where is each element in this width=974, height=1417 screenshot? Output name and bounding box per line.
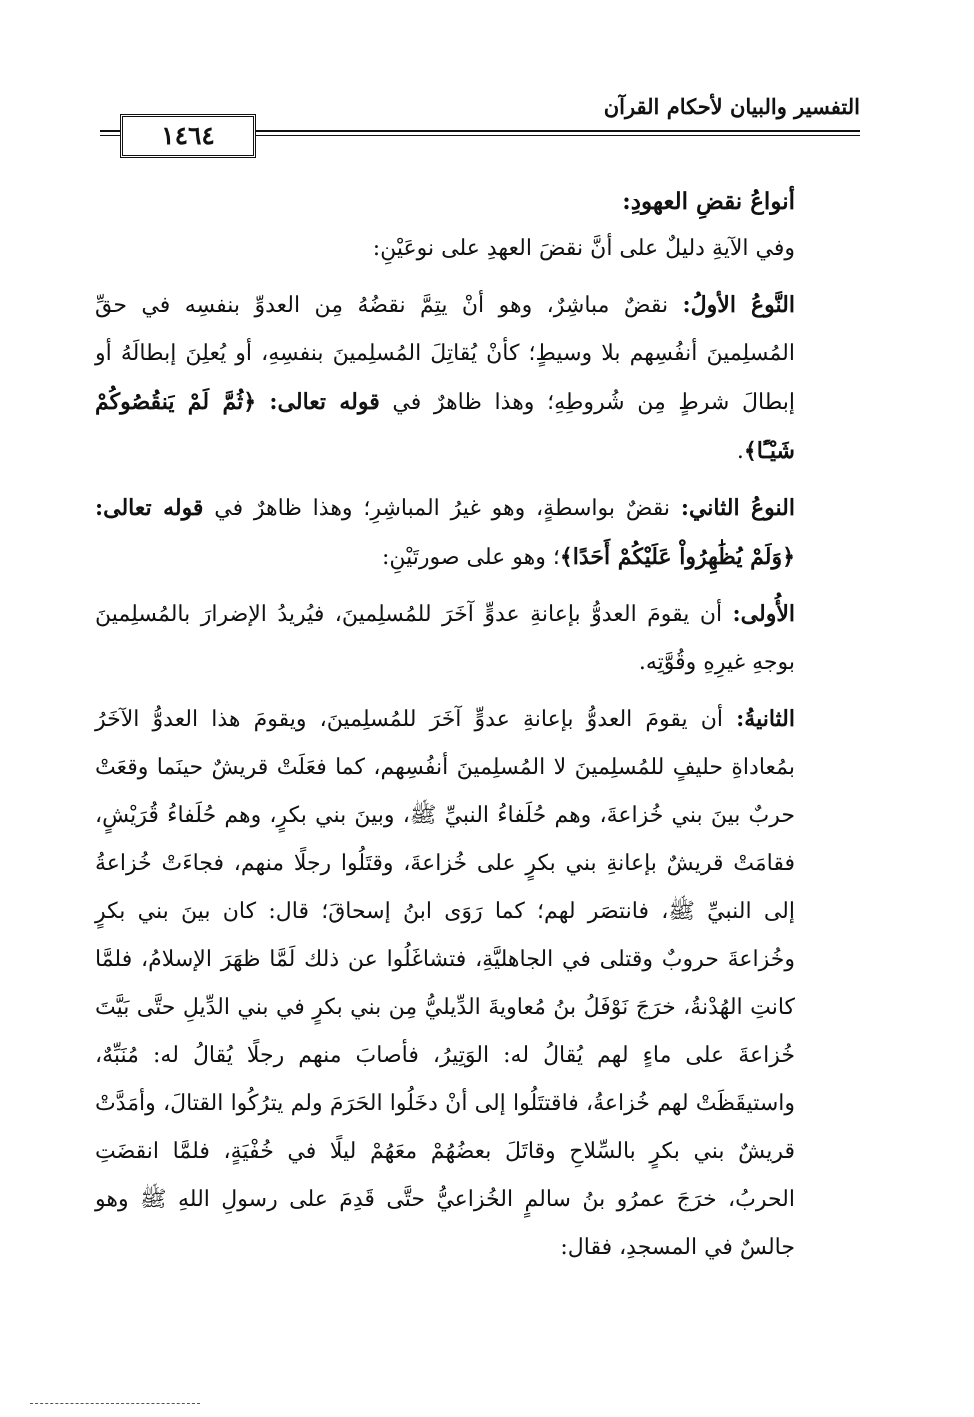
page-number: ١٤٦٤ <box>120 114 256 158</box>
second-type-ref: قوله تعالى: <box>95 495 204 521</box>
second-type-end: ؛ وهو على صورتَيْنِ: <box>381 545 560 570</box>
second-type-text: نقضٌ بواسطةٍ، وهو غيرُ المباشِرِ؛ وهذا ظاهرٌ في <box>203 496 681 521</box>
form-two-label: الثانيةُ: <box>736 706 795 732</box>
section-heading: أنواعُ نقضِ العهودِ: <box>622 188 795 215</box>
page-body <box>95 178 795 1272</box>
first-type-ref: قوله تعالى: <box>256 389 380 415</box>
first-type-quran: ﴿ثُمَّ لَمْ يَنقُصُوكُمْ شَيْـًٔا﴾ <box>95 389 795 464</box>
paragraph-intro: وفي الآيةِ دليلٌ على أنَّ نقضَ العهدِ على نوعَيْنِ: <box>372 236 795 261</box>
book-title: التفسير والبيان لأحكام القرآن <box>603 94 860 119</box>
paragraph-form-one <box>95 590 795 687</box>
paragraph-second-type <box>95 484 795 582</box>
footer-rule <box>30 1403 200 1405</box>
first-type-label: النَّوعُ الأولُ: <box>682 292 795 318</box>
paragraph-form-two <box>95 695 795 1272</box>
form-two-text: أن يقومَ العدوُّ بإعانةِ عدوٍّ آخَرَ للمُسلِمينَ، ويقومَ هذا العدوُّ الآخَرُ بمُعاداةِ حليفٍ للمُسلِمينَ لا المُسلِمينَ أنفُسِهم، كما فعَلَتْ قريشٌ حينَما وقعَتْ حربٌ بينَ بني خُزاعةَ، وهم حُلَفاءُ النبيِّ ﷺ، وبينَ بني بكرٍ، وهم حُلَفاءُ قُرَيْشٍ، فقامَتْ قريشٌ بإعانةِ بني بكرٍ على خُزاعةَ، وقتَلُوا رجلًا منهم، فجاءَتْ خُزاعةُ إلى النبيِّ ﷺ، فانتصَر لهم؛ كما رَوَى ابنُ إسحاقَ؛ قال: كان بينَ بني بكرٍ وخُزاعةَ حروبٌ وقتلى في الجاهليَّةِ، فتشاغَلُوا عن ذلك لَمَّا ظهَرَ الإسلامُ، فلمَّا كانتِ الهُدْنةُ، خرَجَ نَوْفَلُ بنُ مُعاويةَ الدِّيليُّ مِن بني بكرٍ في بني الدِّيلِ حتَّى بَيَّتَ خُزاعةَ على ماءٍ لهم يُقالُ له: الوَتِيرُ، فأصابَ منهم رجلًا يُقالُ له: مُنَبِّهٌ، واستيقَظَتْ لهم خُزاعةُ، فاقتتَلُوا إلى أنْ دخَلُوا الحَرَمَ ولم يترُكُوا القتالَ، وأمَدَّتْ قريشٌ بني بكرٍ بالسِّلاحِ وقاتَلَ بعضُهُمْ معَهُمْ ليلًا في خُفْيَةٍ، فلمَّا انقضَتِ الحربُ، خرَجَ عمرُو بنُ سالمٍ الخُزاعيُّ حتَّى قَدِمَ على رسولِ اللهِ ﷺ وهو جالسٌ في المسجدِ، فقال: <box>95 707 795 1260</box>
form-one-text: أن يقومَ العدوُّ بإعانةِ عدوٍّ آخَرَ للمُسلِمينَ، فيُريدُ الإضرارَ بالمُسلِمينَ بوجهِ غيرِهِ وقُوَّتِه. <box>95 602 795 675</box>
paragraph-first-type <box>95 281 795 476</box>
page-header <box>100 88 860 158</box>
first-type-text: نقضٌ مباشِرٌ، وهو أنْ يتِمَّ نقضُهُ مِن العدوِّ بنفسِه في حقِّ المُسلِمينَ أنفُسِهم بلا وسيطٍ؛ كأنْ يُقاتِلَ المُسلِمينَ بنفسِهِ، أو يُعلِنَ إبطالَهُ أو إبطالَ شرطٍ مِن شُروطِهِ؛ وهذا ظاهرٌ في <box>95 293 795 415</box>
first-type-end: . <box>736 439 744 464</box>
second-type-label: النوعُ الثاني: <box>680 495 795 521</box>
form-one-label: الأُولى: <box>732 601 795 627</box>
second-type-quran: ﴿وَلَمْ يُظَٰهِرُواْ عَلَيْكُمْ أَحَدًا﴾ <box>559 544 795 570</box>
